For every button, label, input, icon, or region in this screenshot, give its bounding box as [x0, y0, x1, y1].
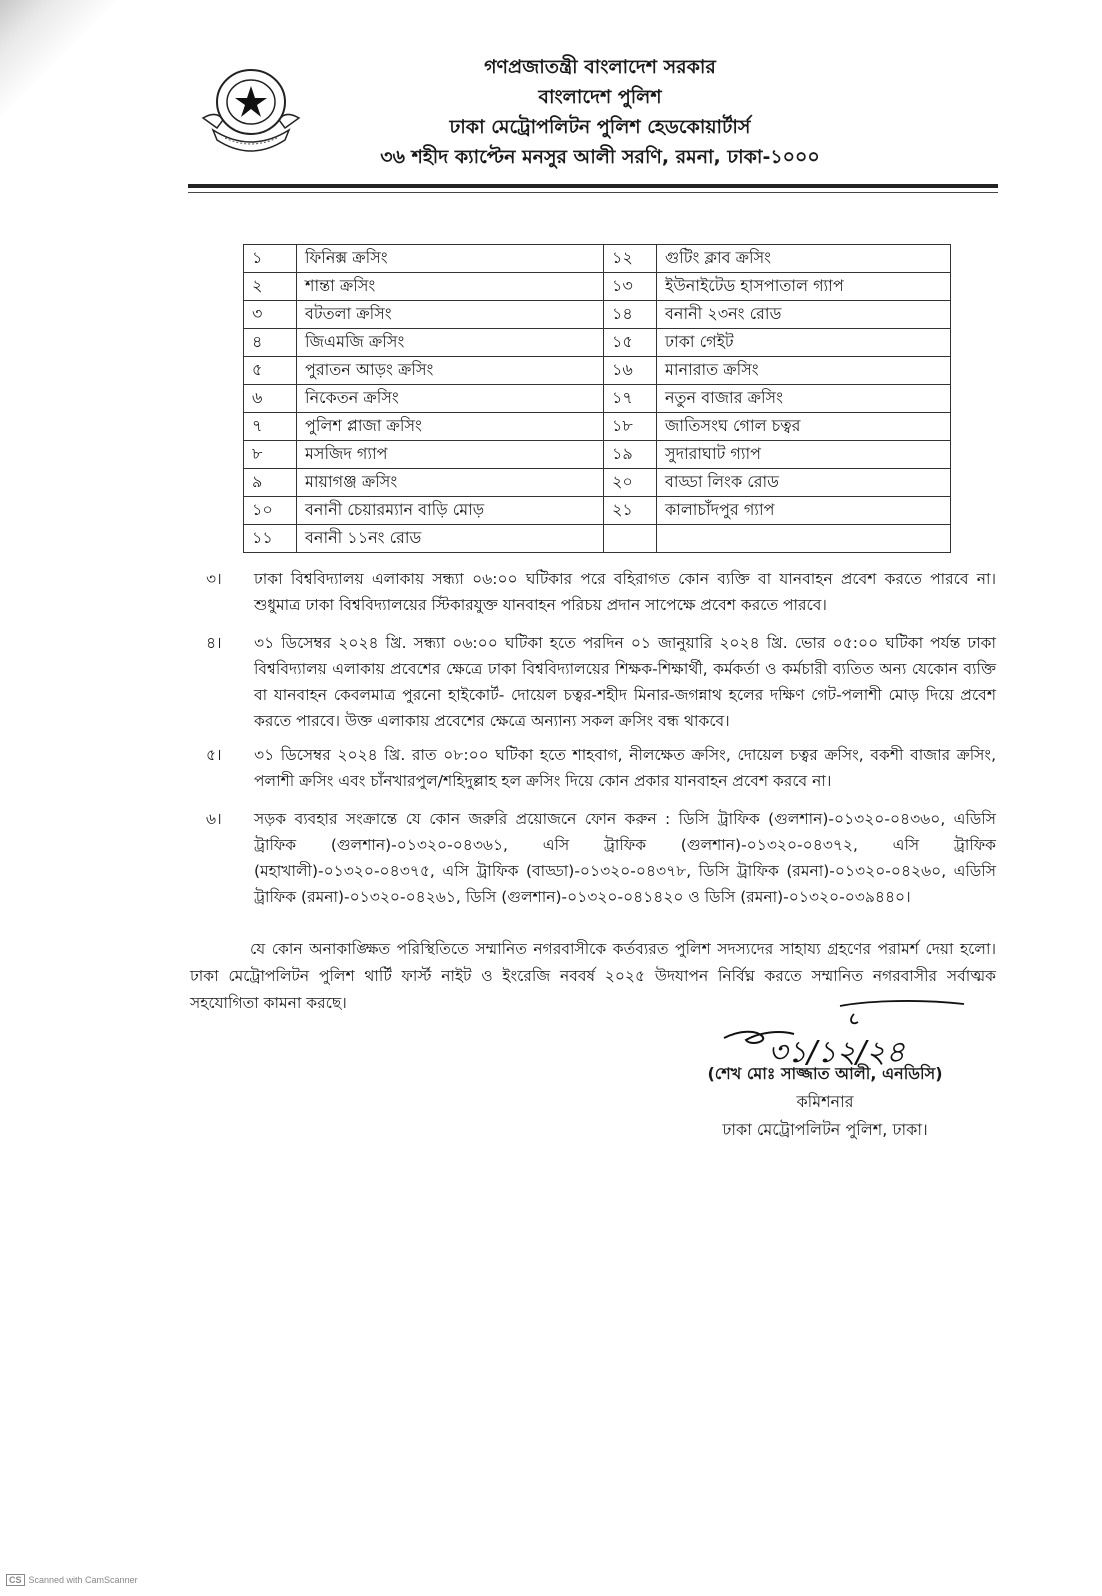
row-number: ১১ [244, 525, 297, 553]
crossing-name: বাড্ডা লিংক রোড [657, 469, 951, 497]
table-row [244, 413, 951, 441]
closing-paragraph: যে কোন অনাকাঙ্ক্ষিত পরিস্থিতিতে সম্মানিত নগরবাসীকে কর্তব্যরত পুলিশ সদস্যদের সাহায্য গ্রহণের পরামর্শ দেয়া হলো। ঢাকা মেট্রোপলিটন পুলিশ থার্টি ফার্স্ট নাইট ও ইংরেজি নববর্ষ ২০২৫ উদযাপন নির্বিঘ্ন করতে সম্মানিত নগরবাসীর সর্বাত্মক সহযোগিতা কামনা করছে। [190, 940, 996, 1012]
paragraph-text: সড়ক ব্যবহার সংক্রান্তে যে কোন জরুরি প্রয়োজনে ফোন করুন : ডিসি ট্রাফিক (গুলশান)-০১৩২০-০৪৩৬০, এডিসি ট্রাফিক (গুলশান)-০১৩২০-০৪৩৬১, এসি ট্রাফিক (গুলশান)-০১৩২০-০৪৩৭২, এসি ট্রাফিক (মহাখালী)-০১৩২০-০৪৩৭৫, এসি ট্রাফিক (বাড্ডা)-০১৩২০-০৪৩৭৮, ডিসি ট্রাফিক (রমনা)-০১৩২০-০৪২৬০, এডিসি ট্রাফিক (রমনা)-০১৩২০-০৪২৬১, ডিসি (গুলশান)-০১৩২০-০৪১৪২০ ও ডিসি (রমনা)-০১৩২০-০৩৯৪৪০। [254, 810, 996, 906]
table-row [244, 273, 951, 301]
table-row [244, 525, 951, 553]
crossing-name: শান্তা ক্রসিং [297, 273, 604, 301]
paragraph-text: ৩১ ডিসেম্বর ২০২৪ খ্রি. সন্ধ্যা ০৬:০০ ঘটিকা হতে পরদিন ০১ জানুয়ারি ২০২৪ খ্রি. ভোর ০৫:০০ ঘটিকা পর্যন্ত ঢাকা বিশ্ববিদ্যালয় এলাকায় প্রবেশের ক্ষেত্রে ঢাকা বিশ্ববিদ্যালয়ের শিক্ষক-শিক্ষার্থী, কর্মকর্তা ও কর্মচারী ব্যতিত অন্য যেকোন ব্যক্তি বা যানবাহন কেবলমাত্র পুরনো হাইকোর্ট- দোয়েল চত্বর-শহীদ মিনার-জগন্নাথ হলের দক্ষিণ গেট-পলাশী মোড় দিয়ে প্রবেশ করতে পারবে। উক্ত এলাকায় প্রবেশের ক্ষেত্রে অন্যান্য সকল ক্রসিং বন্ধ থাকবে। [254, 634, 996, 730]
scan-edge-shadow [0, 0, 130, 170]
paragraph-number: ৪। [206, 634, 222, 652]
row-number: ২০ [604, 469, 657, 497]
crossing-name: জাতিসংঘ গোল চত্বর [657, 413, 951, 441]
paragraph-6 [206, 806, 996, 910]
crossing-name: পুরাতন আড়ং ক্রসিং [297, 357, 604, 385]
crossing-name: বনানী চেয়ারম্যান বাড়ি মোড় [297, 497, 604, 525]
crossing-name: ফিনিক্স ক্রসিং [297, 245, 604, 273]
row-number: ১০ [244, 497, 297, 525]
crossing-name [657, 525, 951, 553]
crossing-name: মায়াগঞ্জ ক্রসিং [297, 469, 604, 497]
paragraph-5 [206, 742, 996, 794]
row-number: ৬ [244, 385, 297, 413]
crossing-name: কালাচাঁদপুর গ্যাপ [657, 497, 951, 525]
signature-block [660, 1060, 990, 1144]
table-row [244, 357, 951, 385]
row-number: ১৯ [604, 441, 657, 469]
crossing-name: সুদারাঘাট গ্যাপ [657, 441, 951, 469]
watermark-text: Scanned with CamScanner [28, 1575, 138, 1585]
crossing-name: পুলিশ প্লাজা ক্রসিং [297, 413, 604, 441]
crossing-name: ঢাকা গেইট [657, 329, 951, 357]
police-emblem-icon [195, 58, 307, 158]
scanner-watermark [6, 1574, 138, 1586]
paragraph-number: ৬। [206, 810, 222, 828]
table-row [244, 329, 951, 357]
header-police: বাংলাদেশ পুলিশ [538, 86, 662, 108]
row-number: ২১ [604, 497, 657, 525]
signatory-name: (শেখ মোঃ সাজ্জাত আলী, এনডিসি) [707, 1064, 943, 1083]
paragraph-number: ৫। [206, 746, 222, 764]
table-row [244, 441, 951, 469]
crossing-name: মানারাত ক্রসিং [657, 357, 951, 385]
table-row [244, 301, 951, 329]
crossing-name: গুটিং ক্লাব ক্রসিং [657, 245, 951, 273]
header-rule-thick [188, 184, 998, 188]
crossing-name: নতুন বাজার ক্রসিং [657, 385, 951, 413]
header-dmp-hq: ঢাকা মেট্রোপলিটন পুলিশ হেডকোয়ার্টার্স [449, 116, 751, 138]
camscanner-logo-icon: CS [6, 1574, 25, 1586]
crossing-name: বটতলা ক্রসিং [297, 301, 604, 329]
header-rule-thin [188, 192, 998, 193]
row-number: ১২ [604, 245, 657, 273]
row-number: ২ [244, 273, 297, 301]
paragraph-text: ঢাকা বিশ্ববিদ্যালয় এলাকায় সন্ধ্যা ০৬:০০ ঘটিকার পরে বহিরাগত কোন ব্যক্তি বা যানবাহন প্রবেশ করতে পারবে না। শুধুমাত্র ঢাকা বিশ্ববিদ্যালয়ের স্টিকারযুক্ত যানবাহন পরিচয় প্রদান সাপেক্ষে প্রবেশ করতে পারবে। [254, 570, 996, 614]
row-number: ১৭ [604, 385, 657, 413]
row-number [604, 525, 657, 553]
table-row [244, 469, 951, 497]
paragraph-number: ৩। [206, 570, 222, 588]
row-number: ১৫ [604, 329, 657, 357]
paragraph-3 [206, 566, 996, 618]
row-number: ১ [244, 245, 297, 273]
table-row [244, 245, 951, 273]
crossing-name: ইউনাইটেড হাসপাতাল গ্যাপ [657, 273, 951, 301]
row-number: ৭ [244, 413, 297, 441]
row-number: ৫ [244, 357, 297, 385]
table-row [244, 497, 951, 525]
letterhead [330, 52, 870, 172]
header-address: ৩৬ শহীদ ক্যাপ্টেন মনসুর আলী সরণি, রমনা, ঢাকা-১০০০ [380, 146, 820, 168]
signatory-org: ঢাকা মেট্রোপলিটন পুলিশ, ঢাকা। [722, 1120, 928, 1139]
signatory-title: কমিশনার [796, 1092, 854, 1111]
crossings-table [243, 244, 951, 553]
crossing-name: নিকেতন ক্রসিং [297, 385, 604, 413]
paragraph-4 [206, 630, 996, 734]
header-government: গণপ্রজাতন্ত্রী বাংলাদেশ সরকার [484, 56, 716, 78]
row-number: ৮ [244, 441, 297, 469]
row-number: ১৮ [604, 413, 657, 441]
row-number: ১৩ [604, 273, 657, 301]
table-row [244, 385, 951, 413]
crossing-name: জিএমজি ক্রসিং [297, 329, 604, 357]
row-number: ১৪ [604, 301, 657, 329]
paragraph-text: ৩১ ডিসেম্বর ২০২৪ খ্রি. রাত ০৮:০০ ঘটিকা হতে শাহবাগ, নীলক্ষেত ক্রসিং, দোয়েল চত্বর ক্রসিং, বকশী বাজার ক্রসিং, পলাশী ক্রসিং এবং চাঁনখারপুল/শহিদুল্লাহ হল ক্রসিং দিয়ে কোন প্রকার যানবাহন প্রবেশ করবে না। [254, 746, 996, 790]
signature-date: ৩১/১২/২৪ [768, 1035, 906, 1070]
row-number: ৪ [244, 329, 297, 357]
crossing-name: বনানী ১১নং রোড [297, 525, 604, 553]
row-number: ১৬ [604, 357, 657, 385]
row-number: ৩ [244, 301, 297, 329]
row-number: ৯ [244, 469, 297, 497]
crossing-name: বনানী ২৩নং রোড [657, 301, 951, 329]
crossing-name: মসজিদ গ্যাপ [297, 441, 604, 469]
